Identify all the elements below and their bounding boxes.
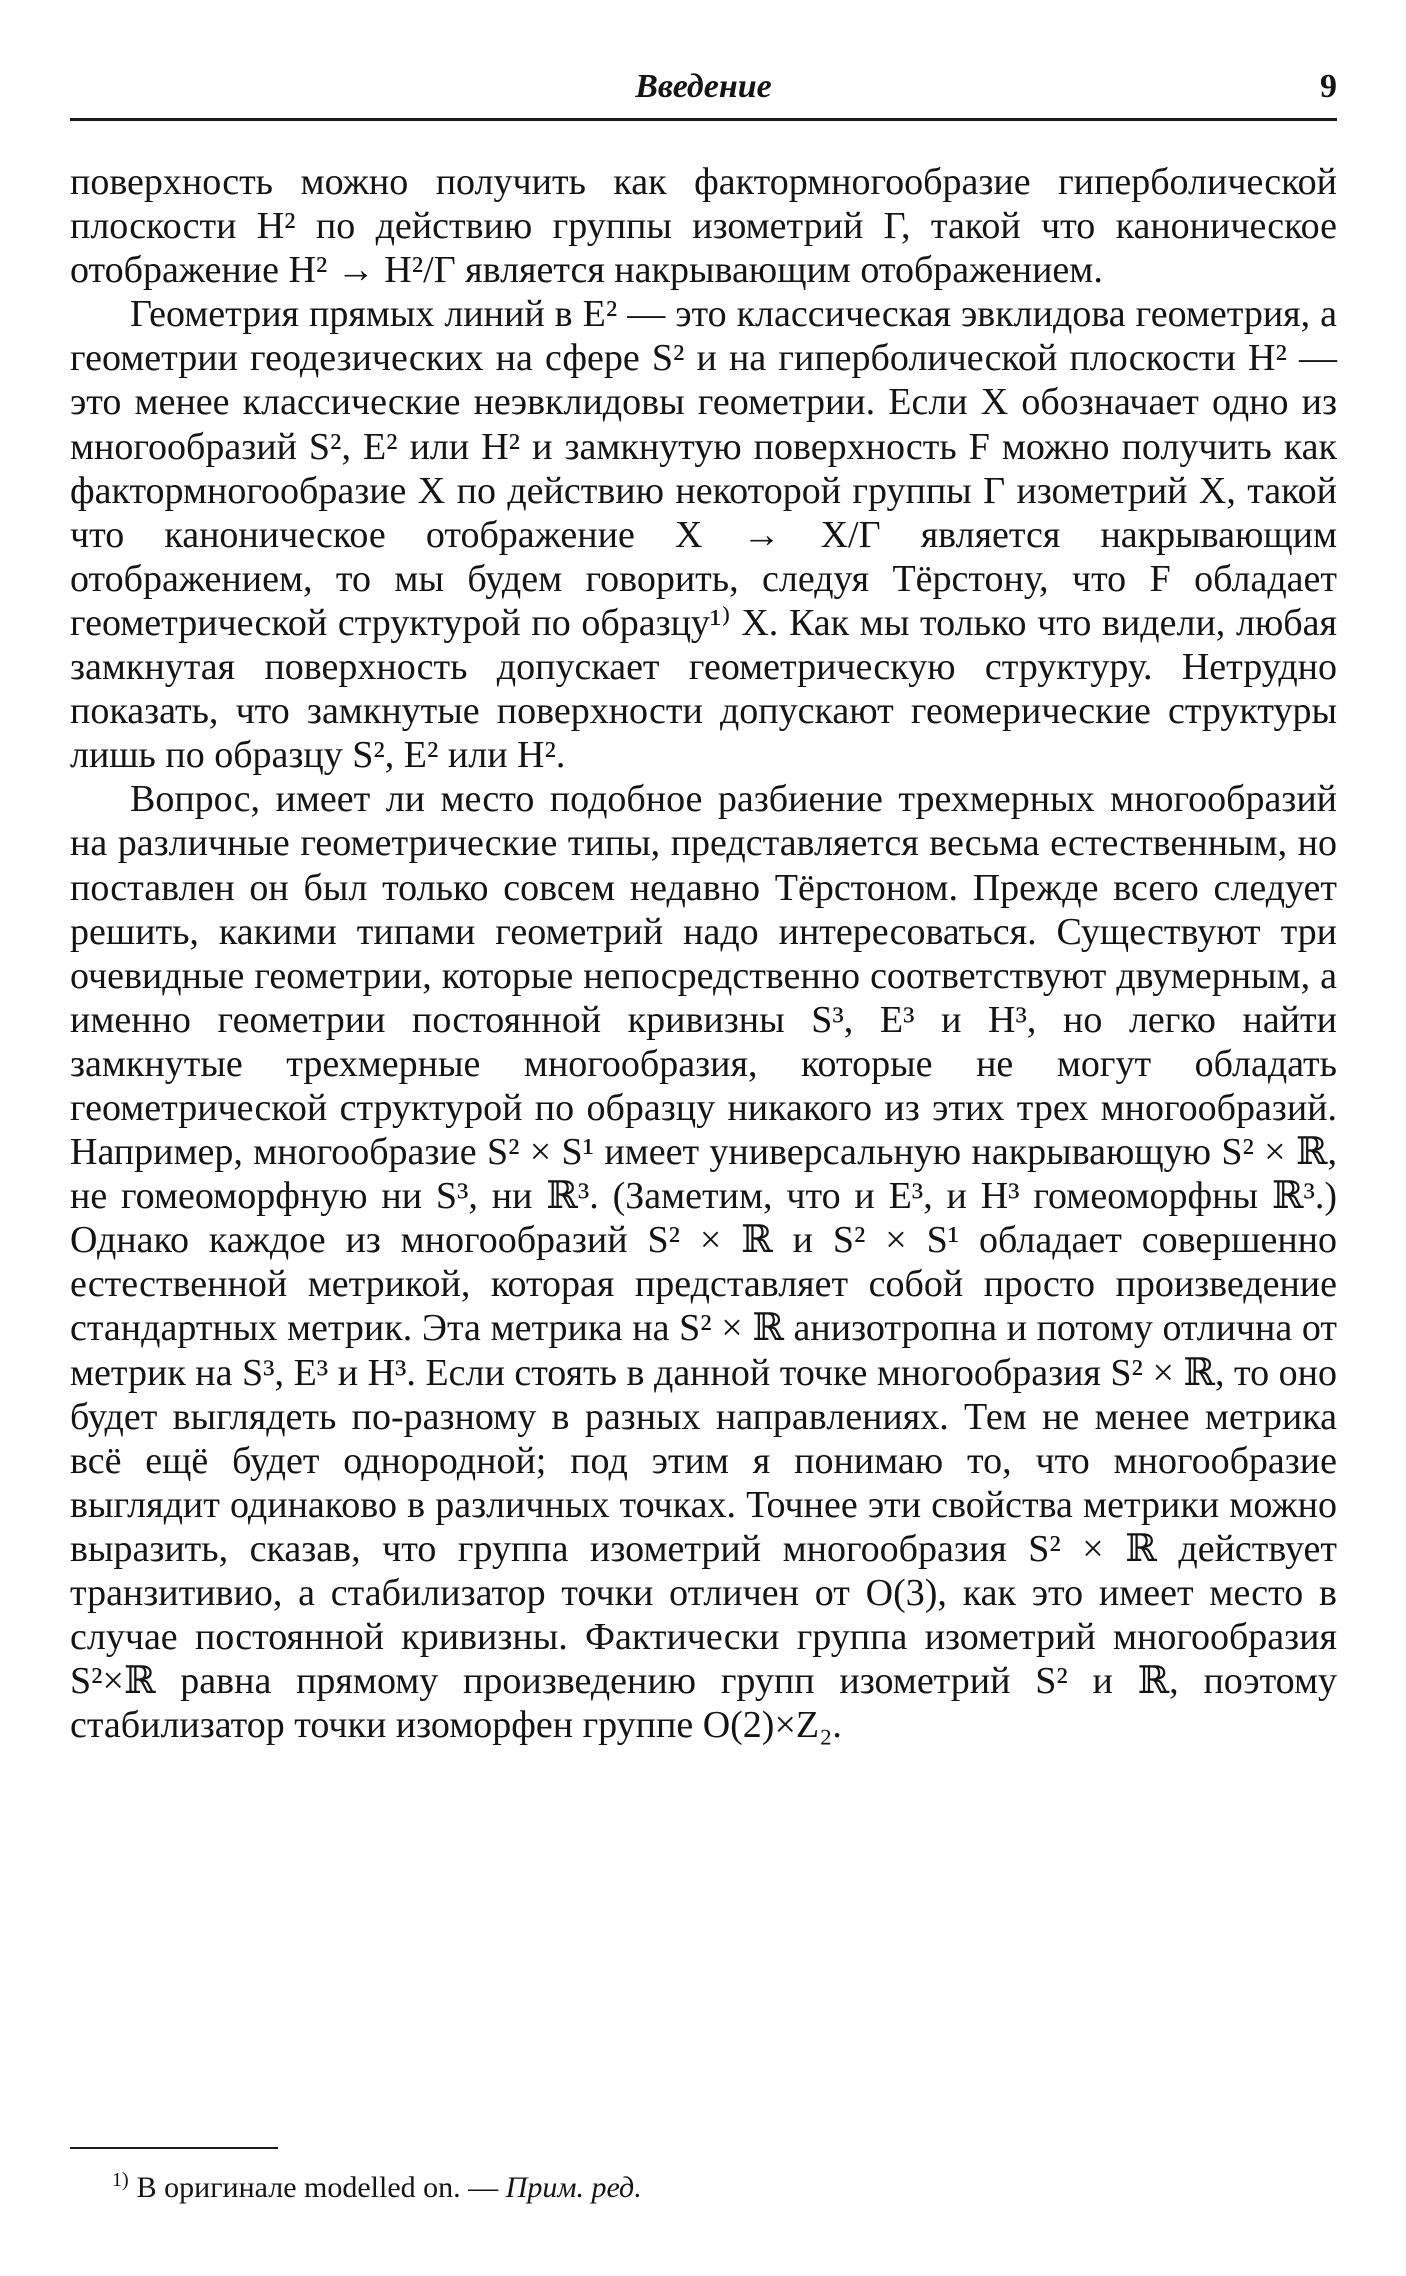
footnote xyxy=(112,2160,642,2208)
footnote-separator xyxy=(70,2147,278,2149)
paragraph: поверхность можно получить как фактормногообразие гиперболической плоскости H² по действию группы изометрий Γ, такой что каноническое отображение H² → H²/Γ является накрывающим отображением. xyxy=(70,161,1337,292)
paragraph: Вопрос, имеет ли место подобное разбиение трехмерных многообразий на различные геометрические типы, представляется весьма естественным, но поставлен он был только совсем недавно Тёрстоном. Прежде всего следует решить, какими типами геометрий надо интересоваться. Существуют три очевидные геометрии, которые непосредственно соответствуют двумерным, а именно геометрии постоянной кривизны S³, E³ и H³, но легко найти замкнутые трехмерные многообразия, которые не могут обладать геометрической структурой по образцу никакого из этих трех многообразий. Например, многообразие S² × S¹ имеет универсальную накрывающую S² × ℝ, не гомеоморфную ни S³, ни ℝ³. (Заметим, что и E³, и H³ гомеоморфны ℝ³.) Однако каждое из многообразий S² × ℝ и S² × S¹ обладает совершенно естественной метрикой, которая представляет собой просто произведение стандартных метрик. Эта метрика на S² × ℝ анизотропна и потому отлична от метрик на S³, E³ и H³. Если стоять в данной точке многообразия S² × ℝ, то оно будет выглядеть по-разному в разных направлениях. Тем не менее метрика всё ещё будет однородной; под этим я понимаю то, что многообразие выглядит одинаково в различных точках. Точнее эти свойства метрики можно выразить, сказав, что группа изометрий многообразия S² × ℝ действует транзитивио, а стабилизатор точки отличен от O(3), как это имеет место в случае постоянной кривизны. Фактически группа изометрий многообразия S²×ℝ равна прямому произведению групп изометрий S² и ℝ, поэтому стабилизатор точки изоморфен группе O(2)×Z₂. xyxy=(70,778,1337,1747)
running-header xyxy=(70,58,1337,121)
editor-note: Прим. ред. xyxy=(505,2171,642,2204)
body-text xyxy=(70,160,1337,1747)
footnote-text: В оригинале modelled on. — xyxy=(136,2171,506,2204)
page-number: 9 xyxy=(1320,68,1337,105)
footnote-mark: 1) xyxy=(112,2169,129,2191)
paragraph: Геометрия прямых линий в E² — это классическая эвклидова геометрия, а геометрии геодезических на сфере S² и на гиперболической плоскости H² — это менее классические неэвклидовы геометрии. Если X обозначает одно из многообразий S², E² или H² и замкнутую поверхность F можно получить как фактормногообразие X по действию некоторой группы Γ изометрий X, такой что каноническое отображение X → X/Γ является накрывающим отображением, то мы будем говорить, следуя Тёрстону, что F обладает геометрической структурой по образцу¹⁾ X. Как мы только что видели, любая замкнутая поверхность допускает геометрическую структуру. Нетрудно показать, что замкнутые поверхности допускают геомерические структуры лишь по образцу S², E² или H². xyxy=(70,293,1337,777)
running-head-title: Введение xyxy=(635,68,772,105)
